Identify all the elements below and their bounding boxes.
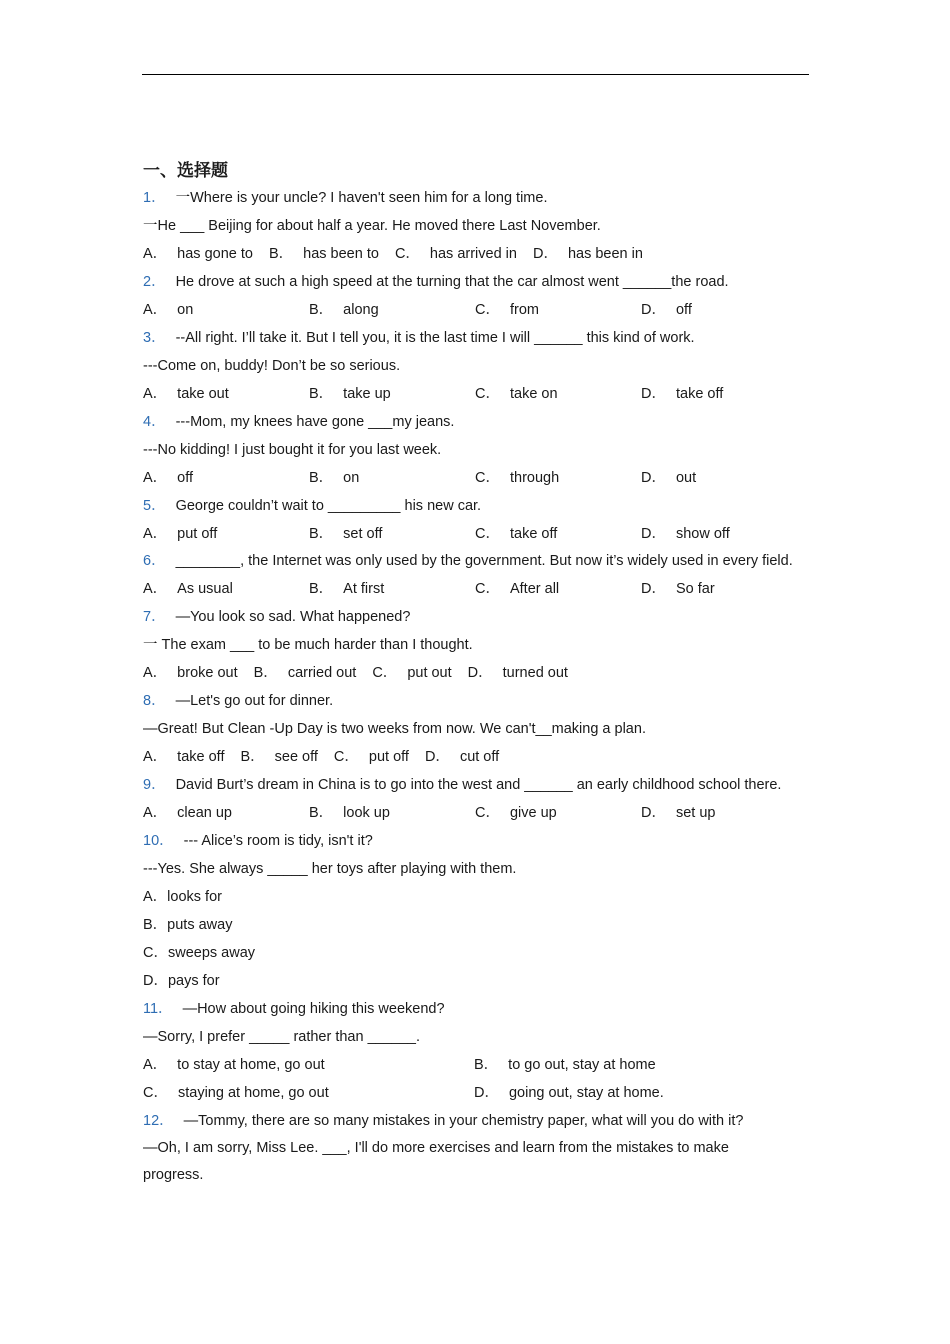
question-12-line-2: —Oh, I am sorry, Miss Lee. ___, I'll do more exercises and learn from the mistakes to make progress. (143, 1140, 729, 1183)
option-d[interactable]: D． has been in (532, 246, 643, 262)
question-number: 9． (143, 777, 166, 793)
option-b[interactable]: B． At first (309, 581, 385, 597)
question-2-options (143, 296, 815, 324)
question-5-options (143, 520, 815, 548)
question-number: 10． (143, 833, 174, 849)
question-11-options-row-1 (143, 1051, 815, 1079)
option-a[interactable]: A． has gone to (143, 246, 253, 262)
question-list (143, 158, 815, 1189)
question-number: 8． (143, 693, 166, 709)
question-6-options (143, 575, 815, 603)
question-number: 2． (143, 274, 166, 290)
option-d[interactable]: D． turned out (467, 665, 568, 681)
option-b[interactable]: B． carried out (253, 665, 357, 681)
option-b[interactable]: B． set off (309, 526, 383, 542)
option-c[interactable]: C． has arrived in (394, 246, 517, 262)
question-4-options (143, 464, 815, 492)
question-number: 7． (143, 609, 166, 625)
question-7-line-2: 一 The exam ___ to be much harder than I thought. (143, 637, 473, 653)
option-d[interactable]: D． take off (641, 386, 724, 402)
option-c[interactable]: C． take on (475, 386, 558, 402)
question-10-stem: 10． --- Alice’s room is tidy, isn't it? (143, 833, 373, 849)
question-8-options (143, 743, 815, 771)
header-rule (142, 74, 809, 75)
question-number: 4． (143, 414, 166, 430)
option-d[interactable]: D． off (641, 302, 692, 318)
question-3-line-2: ---Come on, buddy! Don’t be so serious. (143, 358, 401, 374)
question-3-stem: 3． --All right. I’ll take it. But I tell you, it is the last time I will ______ this kind of work. (143, 330, 695, 346)
option-a[interactable]: A． on (143, 302, 194, 318)
question-11-line-2: —Sorry, I prefer _____ rather than ______. (143, 1029, 421, 1045)
option-d[interactable]: D． out (641, 470, 697, 486)
option-c[interactable]: C． from (475, 302, 539, 318)
question-7-options (143, 659, 815, 687)
option-c[interactable]: C． put off (333, 749, 409, 765)
option-c[interactable]: C． put out (372, 665, 452, 681)
option-b[interactable]: B． see off (240, 749, 318, 765)
question-number: 1． (143, 190, 166, 206)
option-c[interactable]: C．sweeps away (143, 945, 256, 961)
question-3-options (143, 380, 815, 408)
question-4-line-2: ---No kidding! I just bought it for you last week. (143, 442, 442, 458)
option-b[interactable]: B．puts away (143, 917, 233, 933)
option-c[interactable]: C． staying at home, go out (143, 1085, 329, 1101)
question-8-line-2: —Great! But Clean -Up Day is two weeks from now. We can't__making a plan. (143, 721, 646, 737)
question-2-stem: 2． He drove at such a high speed at the turning that the car almost went ______the road. (143, 274, 729, 290)
option-c[interactable]: C． through (475, 470, 560, 486)
option-d[interactable]: D．pays for (143, 973, 220, 989)
option-d[interactable]: D． show off (641, 526, 730, 542)
question-5-stem: 5． George couldn’t wait to _________ his new car. (143, 498, 482, 514)
option-a[interactable]: A． clean up (143, 805, 232, 821)
question-number: 12． (143, 1113, 174, 1129)
option-b[interactable]: B． to go out, stay at home (474, 1057, 656, 1073)
option-a[interactable]: A． As usual (143, 581, 233, 597)
option-d[interactable]: D． So far (641, 581, 715, 597)
question-9-options (143, 799, 815, 827)
option-a[interactable]: A． broke out (143, 665, 238, 681)
question-6-stem: 6． ________, the Internet was only used by the government. But now it’s widely used in every field. (143, 553, 793, 569)
option-c[interactable]: C． give up (475, 805, 557, 821)
option-b[interactable]: B． take up (309, 386, 391, 402)
option-a[interactable]: A． take off (143, 749, 225, 765)
question-number: 6． (143, 553, 166, 569)
question-8-stem: 8． —Let's go out for dinner. (143, 693, 334, 709)
option-d[interactable]: D． set up (641, 805, 716, 821)
option-c[interactable]: C． take off (475, 526, 558, 542)
question-11-stem: 11． —How about going hiking this weekend? (143, 1001, 445, 1017)
question-1-line-2: 一He ___ Beijing for about half a year. He moved there Last November. (143, 218, 601, 234)
question-7-stem: 7． —You look so sad. What happened? (143, 609, 411, 625)
question-number: 11． (143, 1001, 173, 1017)
question-number: 3． (143, 330, 166, 346)
option-c[interactable]: C． After all (475, 581, 560, 597)
question-4-stem: 4． ---Mom, my knees have gone ___my jeans. (143, 414, 455, 430)
option-b[interactable]: B． has been to (268, 246, 379, 262)
question-11-options-row-2 (143, 1079, 815, 1107)
option-a[interactable]: A．looks for (143, 889, 222, 905)
question-10-line-2: ---Yes. She always _____ her toys after playing with them. (143, 861, 517, 877)
question-number: 5． (143, 498, 166, 514)
option-a[interactable]: A． put off (143, 526, 218, 542)
question-9-stem: 9． David Burt’s dream in China is to go into the west and ______ an early childhood school there. (143, 777, 782, 793)
question-1-stem: 1． 一Where is your uncle? I haven't seen him for a long time. (143, 190, 548, 206)
option-d[interactable]: D． cut off (424, 749, 500, 765)
option-a[interactable]: A． off (143, 470, 194, 486)
option-b[interactable]: B． on (309, 470, 360, 486)
section-title: 一、选择题 (143, 161, 228, 181)
option-a[interactable]: A． to stay at home, go out (143, 1057, 325, 1073)
question-12-stem: 12． —Tommy, there are so many mistakes in your chemistry paper, what will you do with it? (143, 1113, 744, 1129)
option-b[interactable]: B． look up (309, 805, 390, 821)
option-d[interactable]: D． going out, stay at home. (474, 1085, 664, 1101)
option-a[interactable]: A． take out (143, 386, 229, 402)
question-1-options (143, 240, 815, 268)
option-b[interactable]: B． along (309, 302, 379, 318)
